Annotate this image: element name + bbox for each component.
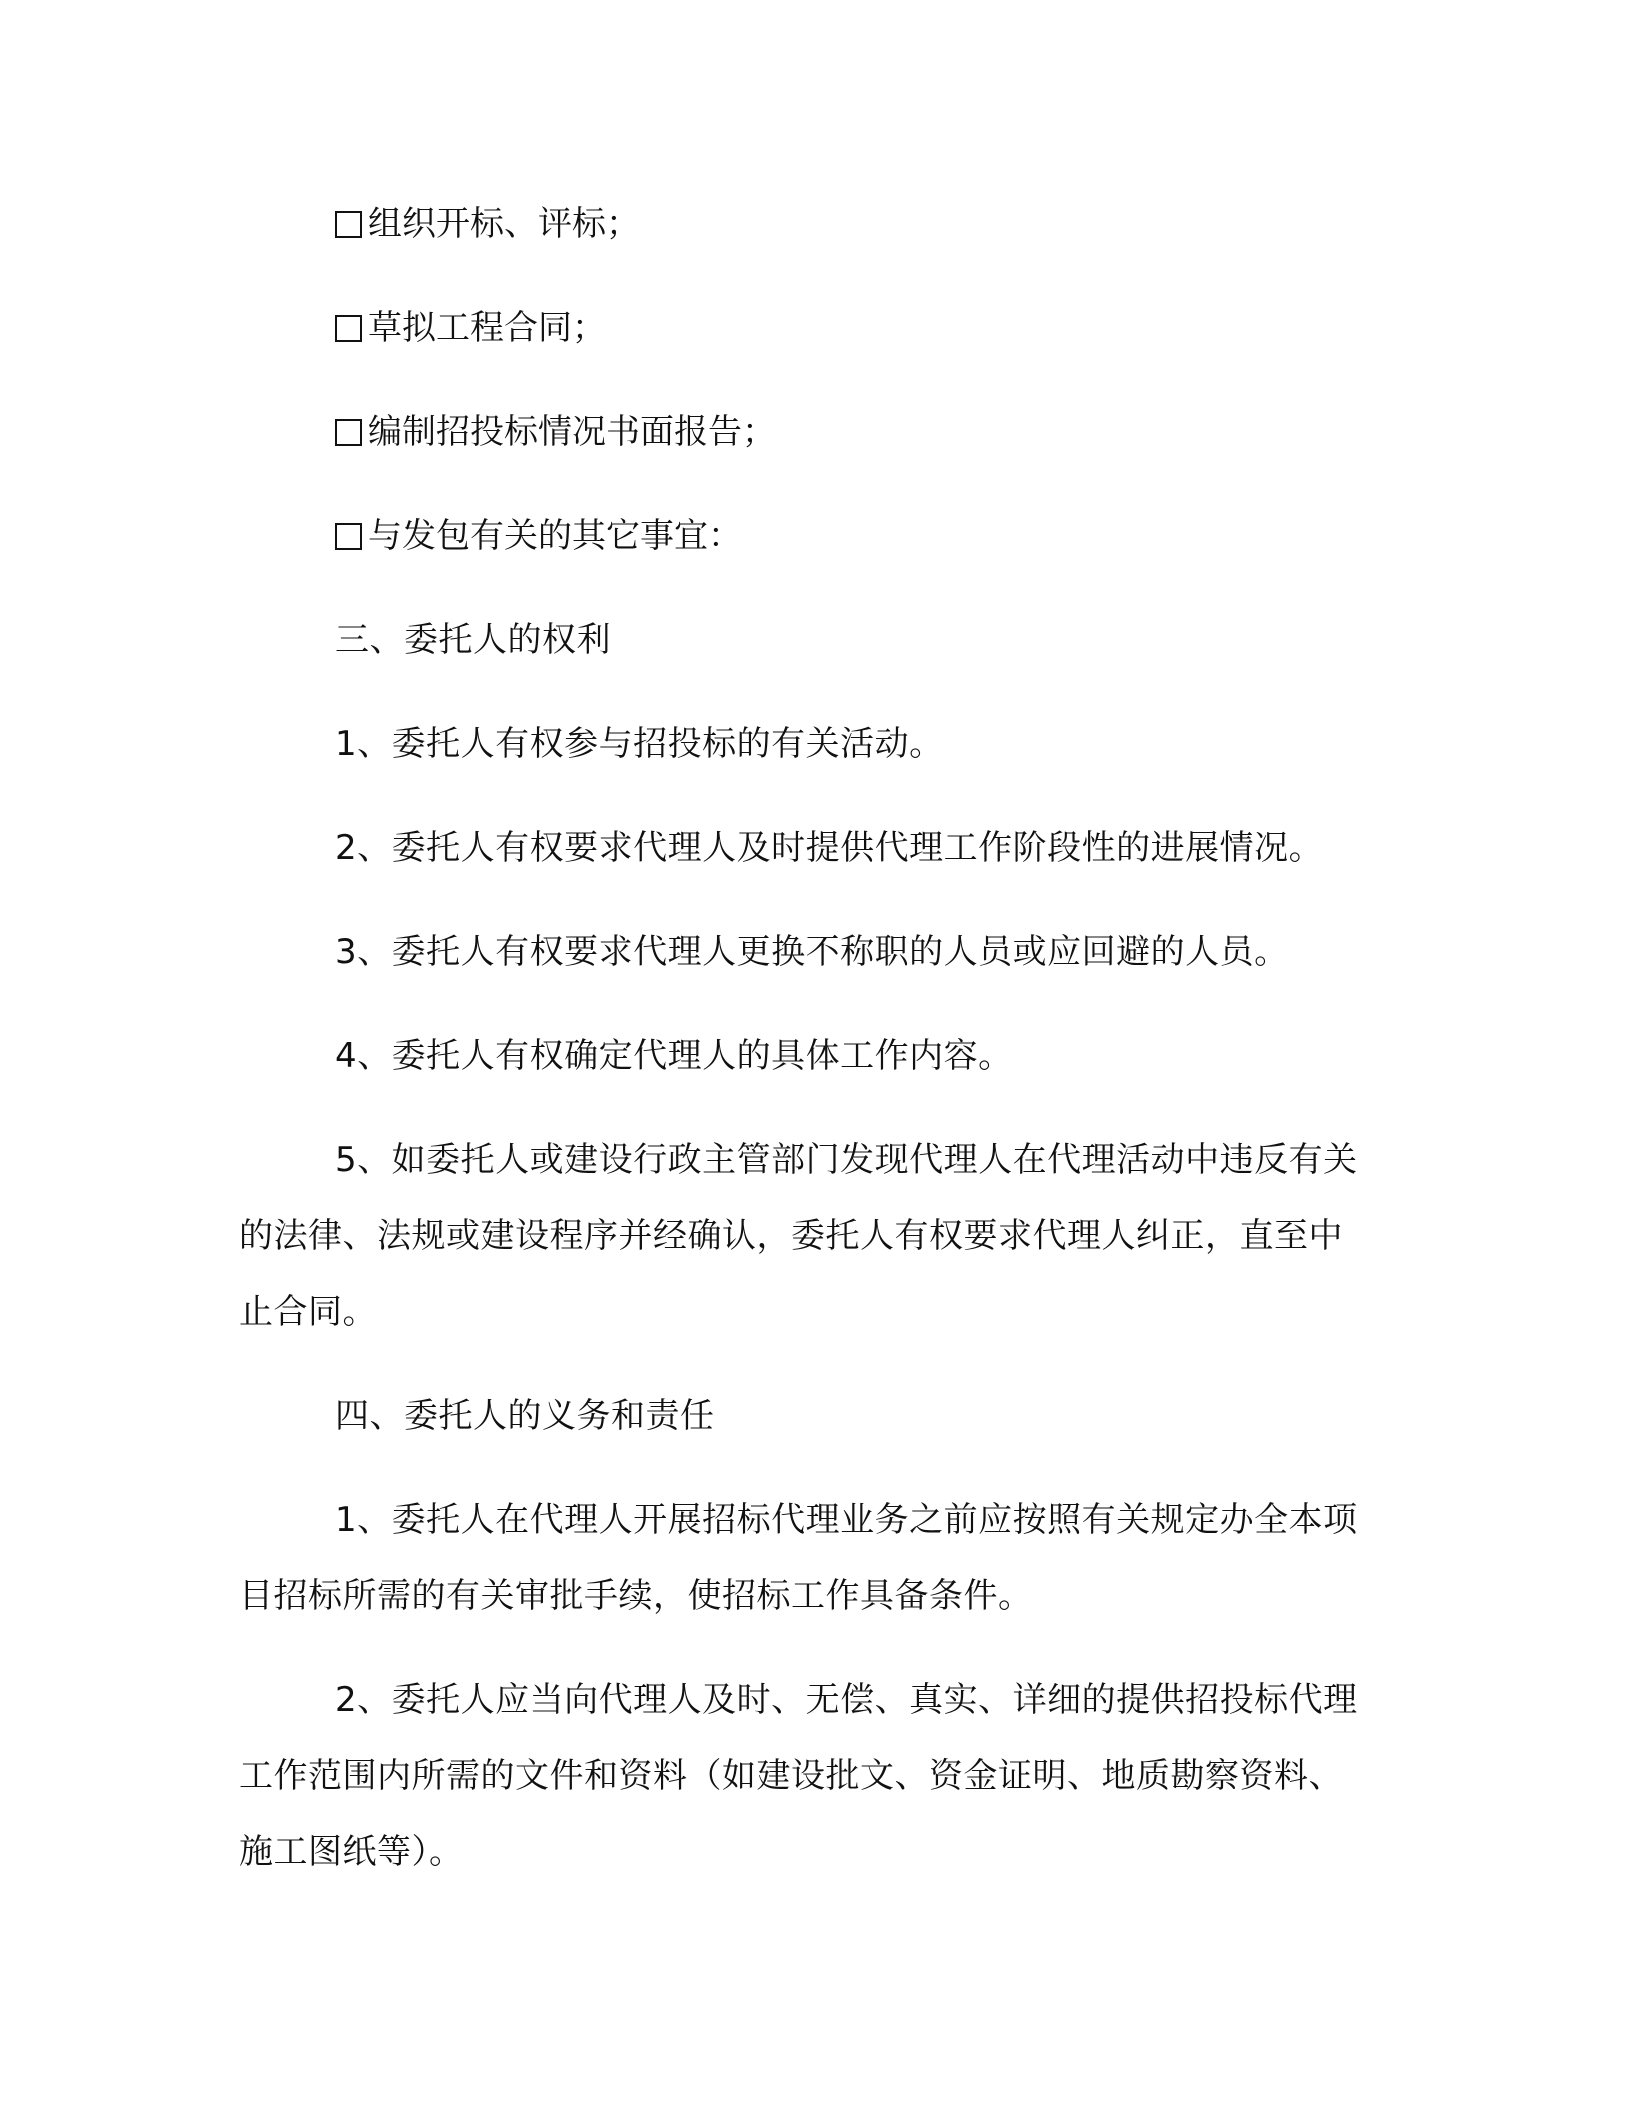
checkbox-icon[interactable] [335, 211, 362, 238]
paragraph: 3、委托人有权要求代理人更换不称职的人员或应回避的人员。 [335, 932, 1289, 972]
checklist-item-open-bid [239, 186, 1369, 262]
checklist-item-draft-contract [239, 290, 1369, 366]
paragraph: 1、委托人有权参与招投标的有关活动。 [335, 724, 944, 764]
paragraph: 4、委托人有权确定代理人的具体工作内容。 [335, 1036, 1013, 1076]
section-heading-client-obligations: 四、委托人的义务和责任 [335, 1396, 715, 1436]
checklist-item-label: 草拟工程合同； [368, 308, 606, 348]
checklist-item-label: 编制招投标情况书面报告； [368, 412, 776, 452]
checklist-item-report [239, 394, 1369, 470]
checklist-item-label: 组织开标、评标； [368, 204, 640, 244]
checklist-item-other [239, 498, 1369, 574]
paragraph: 1、委托人在代理人开展招标代理业务之前应按照有关规定办全本项目招标所需的有关审批手续，使招标工作具备条件。 [239, 1500, 1358, 1616]
paragraph: 5、如委托人或建设行政主管部门发现代理人在代理活动中违反有关的法律、法规或建设程序并经确认，委托人有权要求代理人纠正，直至中止合同。 [239, 1140, 1358, 1332]
paragraph: 2、委托人有权要求代理人及时提供代理工作阶段性的进展情况。 [335, 828, 1324, 868]
checkbox-icon[interactable] [335, 523, 362, 550]
document-body [239, 186, 1369, 1918]
section-heading-client-rights: 三、委托人的权利 [335, 620, 611, 660]
checkbox-icon[interactable] [335, 315, 362, 342]
paragraph: 2、委托人应当向代理人及时、无偿、真实、详细的提供招投标代理工作范围内所需的文件和资料（如建设批文、资金证明、地质勘察资料、施工图纸等）。 [239, 1680, 1358, 1872]
checklist-item-label: 与发包有关的其它事宜： [368, 516, 742, 556]
checkbox-icon[interactable] [335, 419, 362, 446]
